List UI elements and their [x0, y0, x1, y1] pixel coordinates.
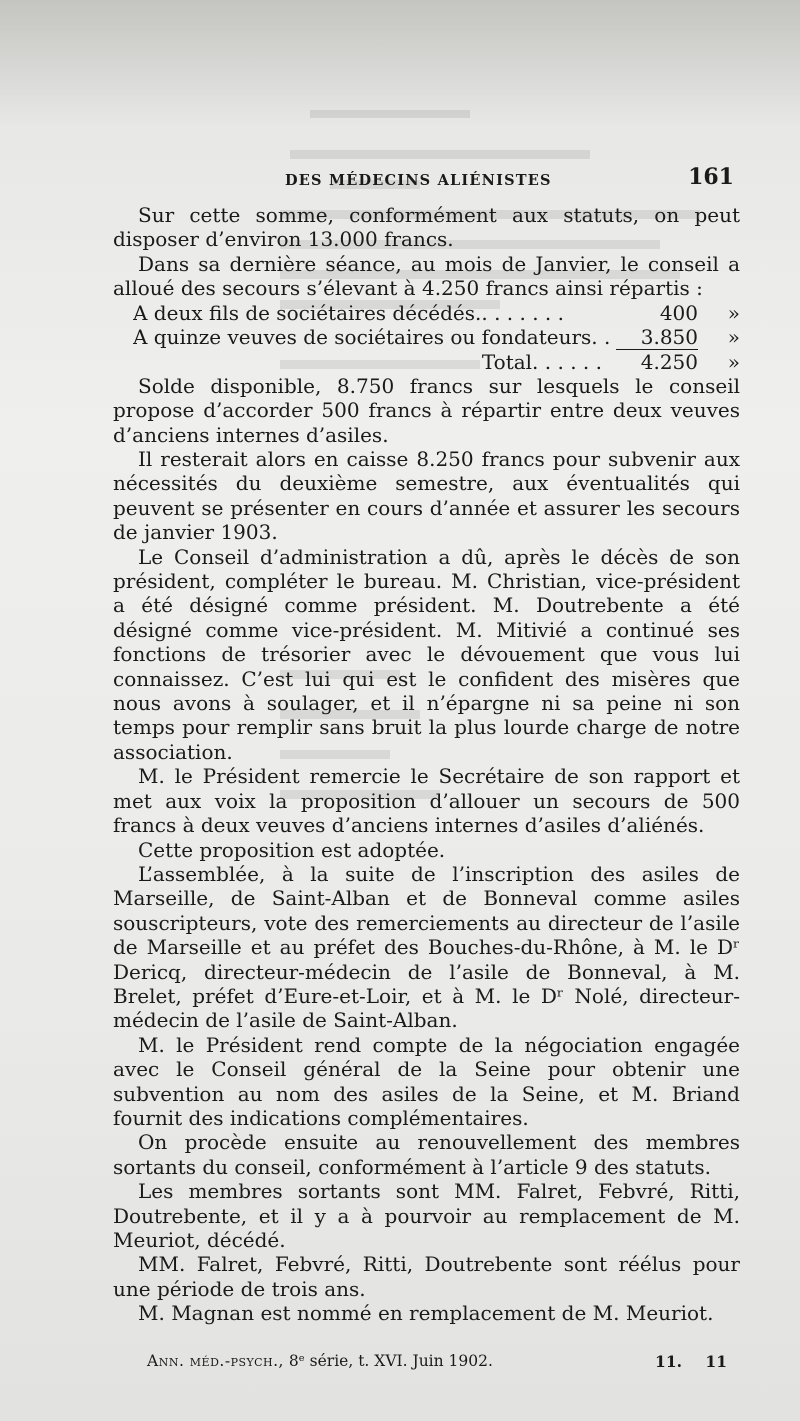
journal-abbreviation: Ann. méd.-psych., [147, 1352, 284, 1370]
paragraph: Il resterait alors en caisse 8.250 francs pour subvenir aux nécessités du deuxième semestre, aux éventualités qui peuvent se présenter en cours d’année et assurer les secours de janvier 1903. [113, 447, 740, 545]
paragraph: Les membres sortants sont MM. Falret, Febvré, Ritti, Doutrebente, et il y a à pourvoir au remplacement de M. Meuriot, décédé. [113, 1179, 740, 1253]
series-info: 8ᵉ série, t. XVI. Juin 1902. [288, 1352, 493, 1370]
allocation-row [113, 301, 740, 325]
allocation-total-label: Total. . . . . . [481, 350, 602, 375]
allocation-total-unit: » [727, 350, 740, 375]
page-number: 161 [688, 164, 734, 190]
paragraph: M. le Président rend compte de la négociation engagée avec le Conseil général de la Seine pour obtenir une subvention au nom des asiles de la Seine, et M. Briand fournit des indications complémentaires. [113, 1032, 740, 1130]
allocation-amount: 400 [659, 300, 698, 325]
page-header [0, 164, 800, 194]
paragraph: MM. Falret, Febvré, Ritti, Doutrebente sont réélus pour une période de trois ans. [113, 1252, 740, 1301]
paragraph: Le Conseil d’administration a dû, après le décès de son président, compléter le bureau. M. Christian, vice-président a été désigné comme président. M. Doutrebente a été désigné comme vice-président. M. Mitivié a continué ses fonctions de trésorier avec le dévouement que vous lui connaissez. C’est lui qui est le confident des misères que nous avons à soulager, et il n’épargne ni sa peine ni son temps pour remplir sans bruit la plus lourde charge de notre association. [113, 544, 740, 764]
allocation-label: A quinze veuves de sociétaires ou fondateurs. . [133, 325, 611, 350]
paragraph: M. le Président remercie le Secrétaire de son rapport et met aux voix la proposition d’allouer un secours de 500 francs à deux veuves d’anciens internes d’asiles d’aliénés. [113, 764, 740, 838]
allocation-label: A deux fils de sociétaires décédés.. . . . . . . [133, 300, 565, 325]
allocation-row [113, 325, 740, 349]
signature-mark [637, 1352, 727, 1371]
paragraph: Sur cette somme, conformément aux statuts, on peut disposer d’environ 13.000 francs. [113, 203, 740, 252]
allocation-table [113, 301, 740, 374]
paragraph: M. Magnan est nommé en remplacement de M. Meuriot. [138, 1301, 714, 1326]
paragraph: L’assemblée, à la suite de l’inscription des asiles de Marseille, de Saint-Alban et de Bonneval comme asiles souscripteurs, vote des remerciements au directeur de l’asile de Marseille et au préfet des Bouches-du-Rhône, à M. le Dʳ Dericq, directeur-médecin de l’asile de Bonneval, à M. Brelet, préfet d’Eure-et-Loir, et à M. le Dʳ Nolé, directeur-médecin de l’asile de Saint-Alban. [113, 861, 740, 1033]
allocation-unit: » [727, 325, 740, 350]
body-text [113, 203, 740, 1326]
running-head: DES MÉDECINS ALIÉNISTES [285, 172, 552, 189]
footer-citation [147, 1352, 493, 1370]
page-footer [147, 1352, 727, 1378]
allocation-total-amount: 4.250 [616, 349, 698, 374]
allocation-unit: » [727, 300, 740, 325]
paragraph: On procède ensuite au renouvellement des membres sortants du conseil, conformément à l’article 9 des statuts. [113, 1130, 740, 1179]
allocation-amount: 3.850 [640, 325, 698, 350]
paragraph: Solde disponible, 8.750 francs sur lesquels le conseil propose d’accorder 500 francs à répartir entre deux veuves d’anciens internes d’asiles. [113, 373, 740, 447]
sheet-number: 11. [655, 1352, 683, 1371]
paragraph: Cette proposition est adoptée. [138, 837, 446, 862]
allocation-total-row [113, 349, 740, 373]
sheet-number-repeat: 11 [705, 1352, 727, 1371]
paragraph: Dans sa dernière séance, au mois de Janvier, le conseil a alloué des secours s’élevant à 4.250 francs ainsi répartis : [113, 251, 740, 301]
